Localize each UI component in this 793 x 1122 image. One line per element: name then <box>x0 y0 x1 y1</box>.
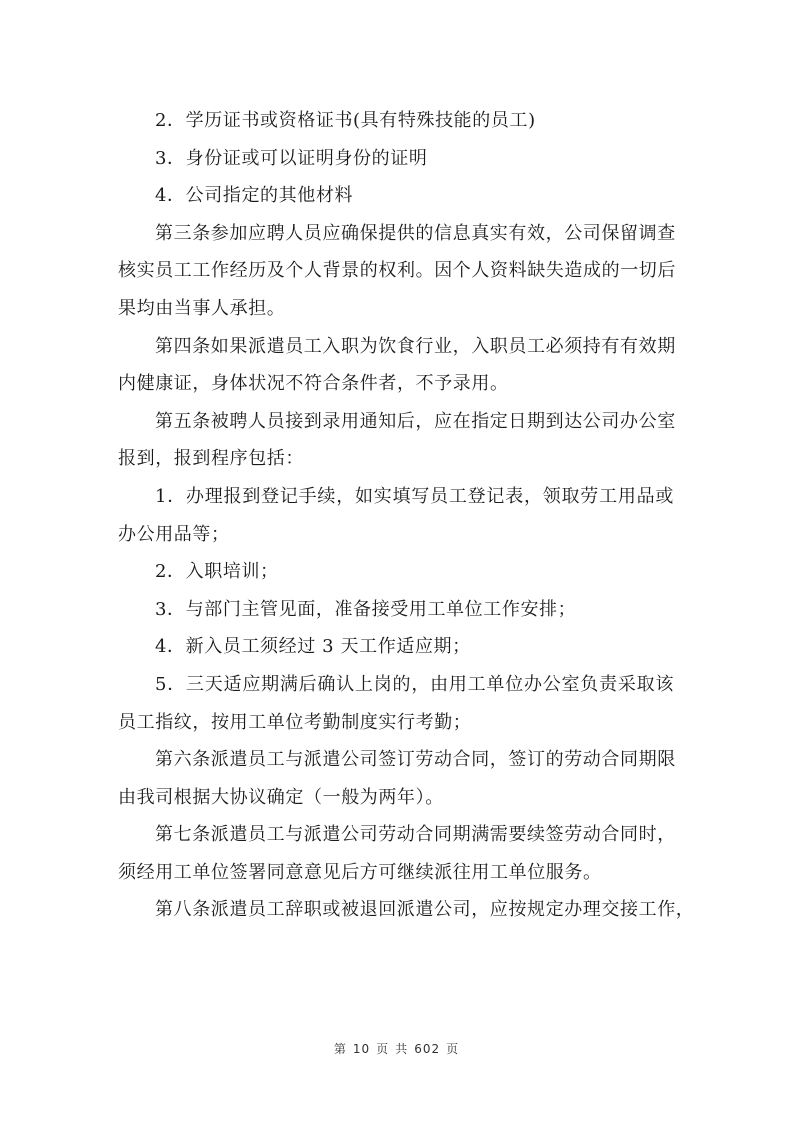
article-5-line-2: 报到，报到程序包括： <box>118 448 304 470</box>
footer-page-word: 页 <box>376 1042 390 1056</box>
article-5-line-1: 第五条被聘人员接到录用通知后，应在指定日期到达公司办公室 <box>155 410 676 432</box>
total-page-count: 602 <box>414 1042 441 1056</box>
article-3-line-2: 核实员工工作经历及个人背景的权利。因个人资料缺失造成的一切后 <box>118 260 676 282</box>
footer-prefix: 第 <box>333 1042 347 1056</box>
article-7-line-2: 须经用工单位签署同意意见后方可继续派往用工单位服务。 <box>118 861 602 883</box>
article-7-line-1: 第七条派遣员工与派遣公司劳动合同期满需要续签劳动合同时， <box>155 824 676 846</box>
procedure-5-line-2: 员工指纹，按用工单位考勤制度实行考勤； <box>118 711 472 733</box>
procedure-5-line-1: 5．三天适应期满后确认上岗的，由用工单位办公室负责采取该 <box>155 673 674 695</box>
list-item-other-materials: 4．公司指定的其他材料 <box>155 185 354 207</box>
procedure-2: 2．入职培训； <box>155 561 279 583</box>
footer-suffix: 页 <box>446 1042 460 1056</box>
article-6-line-2: 由我司根据大协议确定（一般为两年）。 <box>118 786 444 808</box>
current-page-number: 10 <box>352 1042 371 1056</box>
list-item-id-card: 3．身份证或可以证明身份的证明 <box>155 147 428 169</box>
procedure-3: 3．与部门主管见面，准备接受用工单位工作安排； <box>155 598 577 620</box>
procedure-4: 4．新入员工须经过 3 天工作适应期； <box>155 636 471 658</box>
page-footer <box>0 1040 793 1057</box>
article-6-line-1: 第六条派遣员工与派遣公司签订劳动合同，签订的劳动合同期限 <box>155 749 676 771</box>
article-3-line-1: 第三条参加应聘人员应确保提供的信息真实有效，公司保留调查 <box>155 222 676 244</box>
article-4-line-1: 第四条如果派遣员工入职为饮食行业，入职员工必须持有有效期 <box>155 335 676 357</box>
article-8-line-1: 第八条派遣员工辞职或被退回派遣公司，应按规定办理交接工作， <box>155 899 695 921</box>
procedure-1-line-2: 办公用品等； <box>118 523 230 545</box>
footer-total-prefix: 共 <box>395 1042 409 1056</box>
procedure-1-line-1: 1．办理报到登记手续，如实填写员工登记表，领取劳工用品或 <box>155 485 674 507</box>
article-4-line-2: 内健康证，身体状况不符合条件者，不予录用。 <box>118 373 509 395</box>
list-item-diploma: 2．学历证书或资格证书(具有特殊技能的员工) <box>155 110 536 131</box>
document-body <box>118 102 695 929</box>
article-3-line-3: 果均由当事人承担。 <box>118 297 286 319</box>
